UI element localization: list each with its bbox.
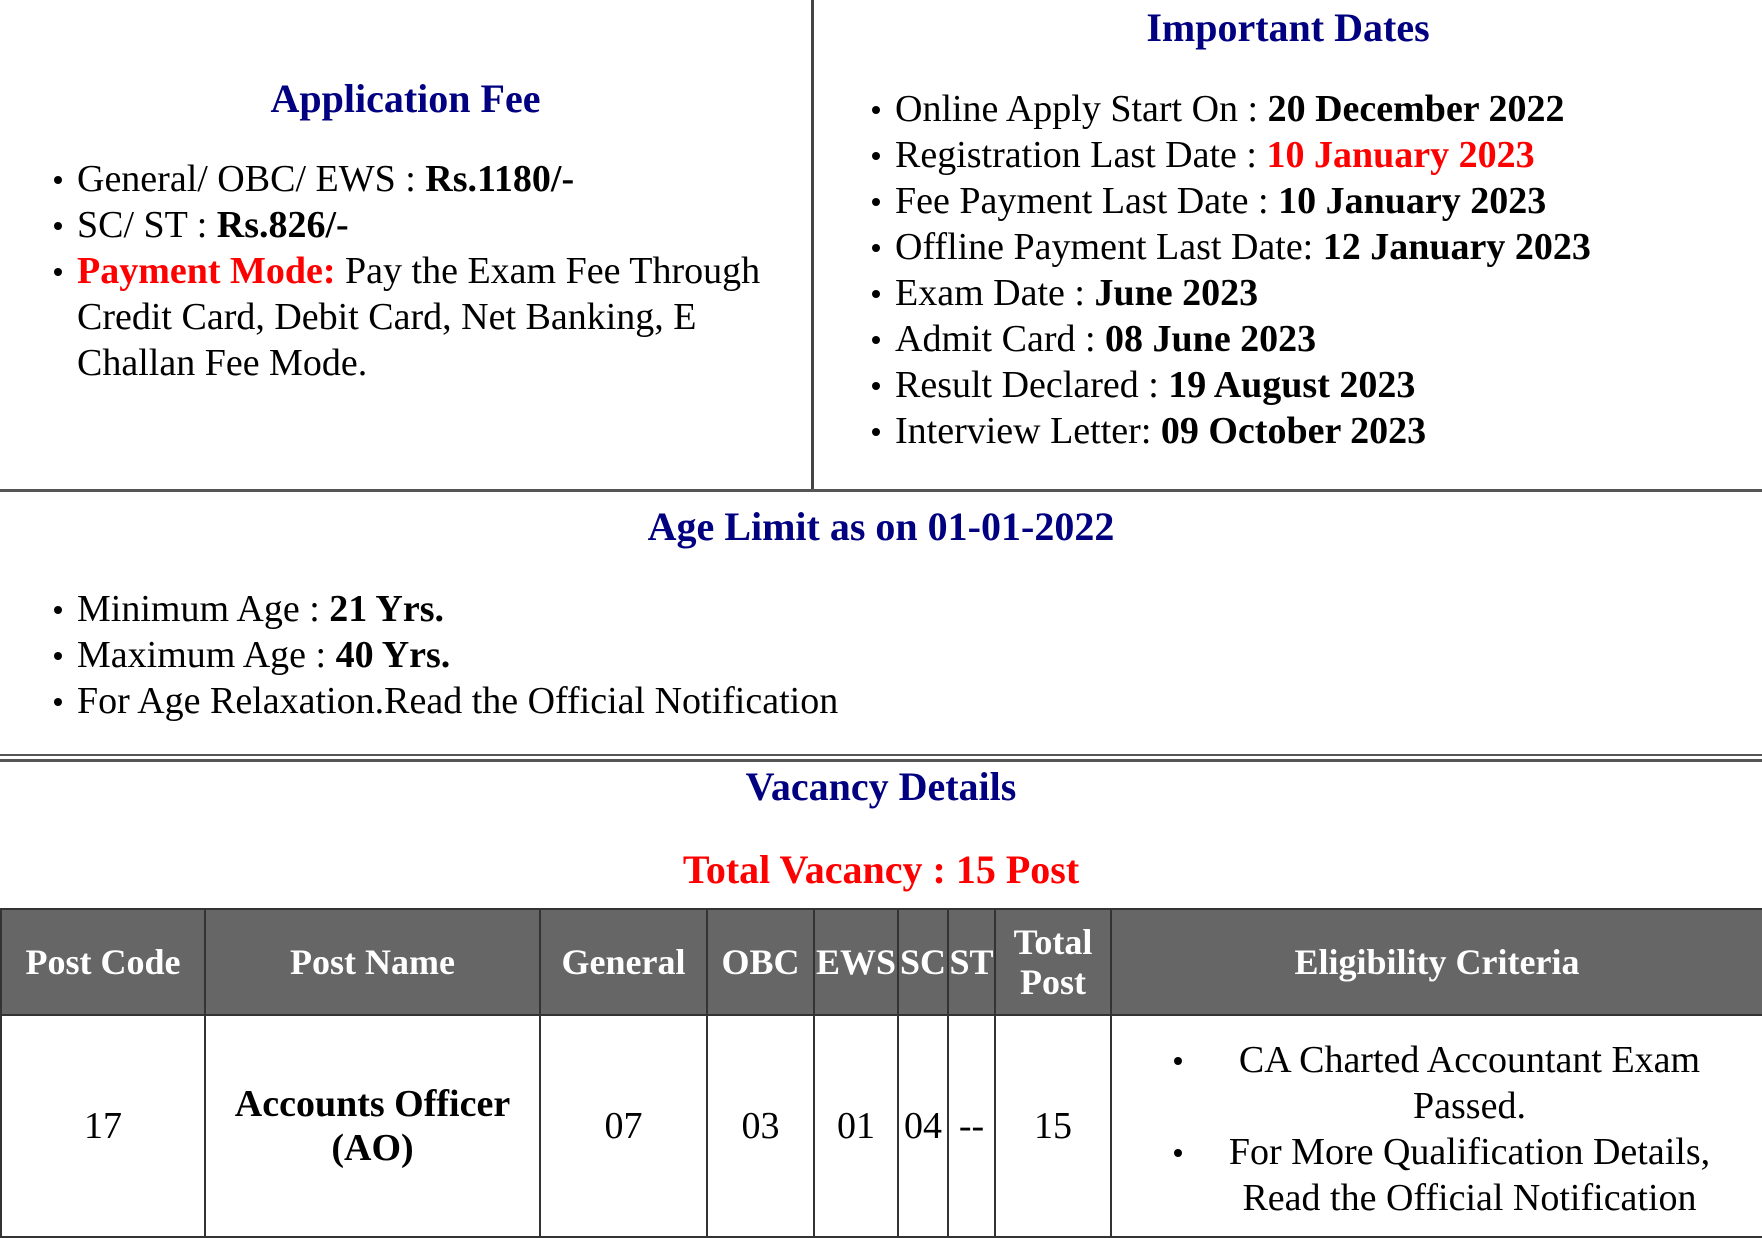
date-item-registration-last xyxy=(895,132,1755,178)
section-divider xyxy=(0,759,1762,762)
column-header: SC xyxy=(898,909,948,1015)
section-divider xyxy=(0,489,1762,492)
date-label: Offline Payment Last Date: xyxy=(895,226,1323,268)
date-item-offline-payment-last xyxy=(895,224,1755,270)
column-header: OBC xyxy=(707,909,814,1015)
date-label: Registration Last Date : xyxy=(895,134,1267,176)
age-item-relaxation xyxy=(77,678,1677,724)
fee-value: Rs.826/- xyxy=(216,204,349,246)
fee-label: SC/ ST : xyxy=(77,204,217,246)
post-name-cell: Accounts Officer (AO) xyxy=(205,1015,540,1237)
age-item-maximum xyxy=(77,632,1677,678)
date-value: June 2023 xyxy=(1094,272,1259,314)
date-label: Fee Payment Last Date : xyxy=(895,180,1279,222)
general-cell: 07 xyxy=(540,1015,707,1237)
age-label: Minimum Age : xyxy=(77,588,330,630)
section-divider xyxy=(0,754,1762,756)
age-label: Maximum Age : xyxy=(77,634,336,676)
date-value: 10 January 2023 xyxy=(1278,180,1547,222)
date-value: 20 December 2022 xyxy=(1267,88,1565,130)
fee-item-sc-st xyxy=(77,202,807,248)
date-label: Online Apply Start On : xyxy=(895,88,1268,130)
column-header: Total Post xyxy=(995,909,1111,1015)
table-row xyxy=(1,1015,1762,1237)
vacancy-table xyxy=(0,908,1762,1238)
age-limit-list xyxy=(77,586,1677,724)
payment-mode-text: Pay the Exam Fee Through Credit Card, Debit Card, Net Banking, E Challan Fee Mode. xyxy=(77,250,761,384)
column-header: ST xyxy=(948,909,995,1015)
age-label: For Age Relaxation.Read the Official Notification xyxy=(77,680,839,722)
important-dates-list xyxy=(895,86,1755,454)
important-dates-title: Important Dates xyxy=(1146,5,1430,50)
date-item-apply-start xyxy=(895,86,1755,132)
age-value: 21 Yrs. xyxy=(329,588,444,630)
ews-cell: 01 xyxy=(814,1015,898,1237)
date-value: 19 August 2023 xyxy=(1168,364,1416,406)
column-divider xyxy=(811,0,814,490)
payment-mode-label: Payment Mode: xyxy=(77,250,336,292)
fee-item-payment-mode xyxy=(77,248,807,386)
date-item-admit-card xyxy=(895,316,1755,362)
post-code-cell: 17 xyxy=(1,1015,205,1237)
vacancy-details-title: Vacancy Details xyxy=(745,764,1017,809)
eligibility-item: CA Charted Accountant Exam Passed. xyxy=(1197,1037,1742,1129)
date-label: Interview Letter: xyxy=(895,410,1161,452)
table-header-row xyxy=(1,909,1762,1015)
st-cell: -- xyxy=(948,1015,995,1237)
column-header: General xyxy=(540,909,707,1015)
date-item-result-declared xyxy=(895,362,1755,408)
sc-cell: 04 xyxy=(898,1015,948,1237)
fee-label: General/ OBC/ EWS : xyxy=(77,158,426,200)
date-item-exam-date xyxy=(895,270,1755,316)
date-value: 09 October 2023 xyxy=(1160,410,1427,452)
fee-item-general xyxy=(77,156,807,202)
date-value: 08 June 2023 xyxy=(1105,318,1317,360)
fee-value: Rs.1180/- xyxy=(425,158,575,200)
column-header: EWS xyxy=(814,909,898,1015)
age-limit-title: Age Limit as on 01-01-2022 xyxy=(647,504,1115,549)
date-item-interview-letter xyxy=(895,408,1755,454)
application-fee-list xyxy=(77,156,807,386)
age-value: 40 Yrs. xyxy=(335,634,451,676)
total-post-cell: 15 xyxy=(995,1015,1111,1237)
date-label: Admit Card : xyxy=(895,318,1106,360)
application-fee-title: Application Fee xyxy=(270,76,541,121)
column-header: Eligibility Criteria xyxy=(1111,909,1762,1015)
date-value: 12 January 2023 xyxy=(1322,226,1591,268)
total-vacancy: Total Vacancy : 15 Post xyxy=(682,847,1080,892)
date-item-fee-payment-last xyxy=(895,178,1755,224)
date-value-highlight: 10 January 2023 xyxy=(1266,134,1535,176)
eligibility-item: For More Qualification Details, Read the Official Notification xyxy=(1197,1129,1742,1221)
eligibility-cell xyxy=(1111,1015,1762,1237)
age-item-minimum xyxy=(77,586,1677,632)
column-header: Post Code xyxy=(1,909,205,1015)
column-header: Post Name xyxy=(205,909,540,1015)
obc-cell: 03 xyxy=(707,1015,814,1237)
top-section xyxy=(0,0,1762,490)
eligibility-list xyxy=(1112,1031,1762,1221)
date-label: Exam Date : xyxy=(895,272,1095,314)
date-label: Result Declared : xyxy=(895,364,1169,406)
